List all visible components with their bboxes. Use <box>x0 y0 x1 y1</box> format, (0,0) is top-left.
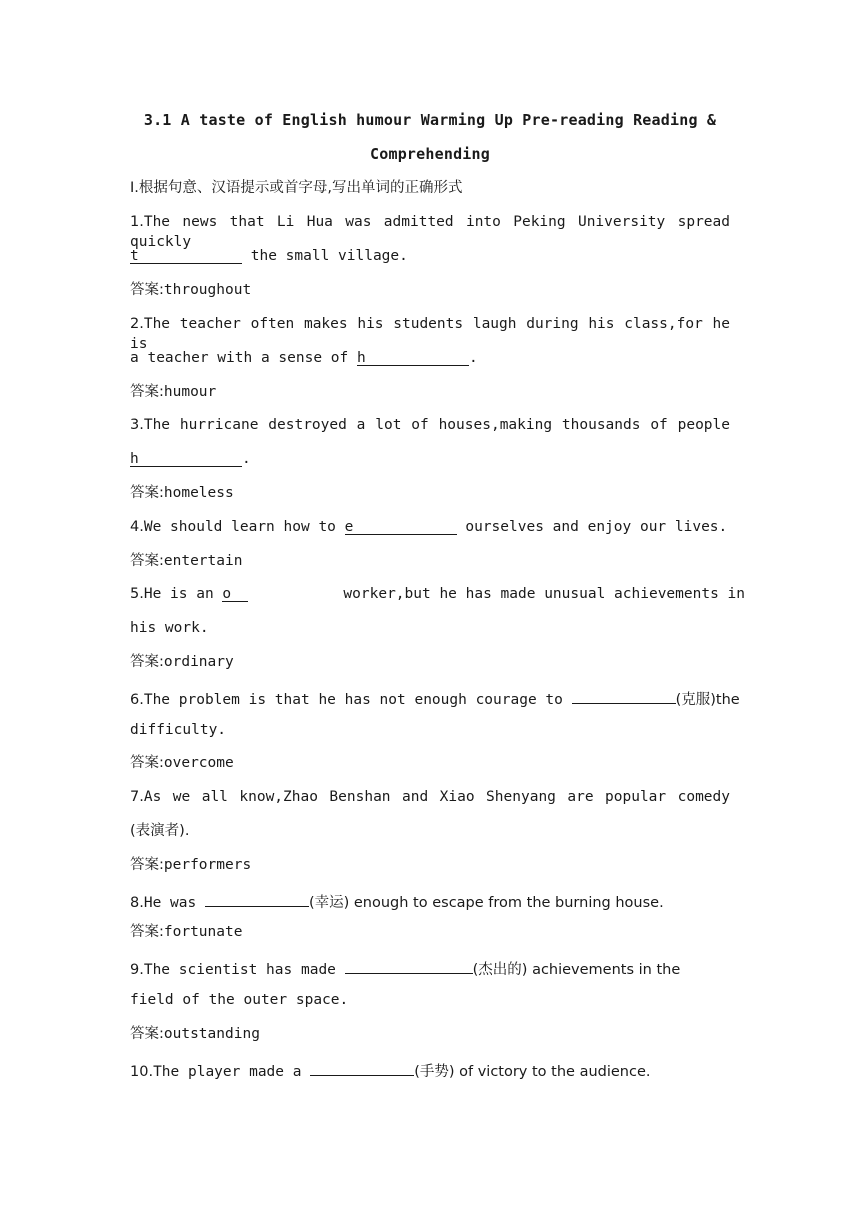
answer-blank[interactable]: o <box>222 584 248 602</box>
answer-blank[interactable] <box>205 889 309 907</box>
answer-blank[interactable]: t <box>130 246 242 264</box>
answer-7: 答案:performers <box>130 857 252 873</box>
answer-3: 答案:homeless <box>130 485 234 501</box>
answer-blank[interactable]: h <box>357 348 469 366</box>
answer-4: 答案:entertain <box>130 553 243 569</box>
answer-6: 答案:overcome <box>130 755 234 771</box>
question-3: 3.The hurricane destroyed a lot of houses,making thousands of people <box>130 417 730 433</box>
answer-blank[interactable] <box>572 686 676 704</box>
document-title-line-2: Comprehending <box>370 145 490 163</box>
answer-1: 答案:throughout <box>130 282 252 298</box>
document-title-line-1: 3.1 A taste of English humour Warming Up Pre-reading Reading & <box>143 111 717 129</box>
answer-9: 答案:outstanding <box>130 1026 260 1042</box>
answer-blank[interactable] <box>310 1058 414 1076</box>
answer-5: 答案:ordinary <box>130 654 234 670</box>
question-4: 4.We should learn how to e ourselves and enjoy our lives. <box>130 519 728 535</box>
answer-blank[interactable]: e <box>345 517 457 535</box>
question-5: 5.He is an o worker,but he has made unusual achievements in <box>130 586 745 602</box>
document-page: 3.1 A taste of English humour Warming Up Pre-reading Reading & Comprehending Ⅰ.根据句意、汉语提示或首字母,写出单词的正确形式 1.The news that Li Hua was admitted into Peking University spread quickly t the small village. 答案:throughout 2.The teacher often makes his students laugh during his class,for he is a teacher with a sense of h . 答案:humour 3.The hurricane destroyed a lot of houses,making thousands of people h . 答案:homeless 4.We should learn how to e ourselves and enjoy our lives. 答案:entertain 5.He is an o worker,but he has made unusual achievements in his work. 答案:ordinary 6.The problem is that he has not enough courage to (克服)the difficulty. 答案:overcome 7.As we all know,Zhao Benshan and Xiao Shenyang are popular comedy (表演者). 答案:performers 8.He was (幸运) enough to escape from the burning house. 答案:fortunate 9.The scientist has made (杰出的) achievements in the field of the outer space. 答案:outstanding 10.The player made a (手势) of victory to the audience. <box>130 111 745 1080</box>
question-7: 7.As we all know,Zhao Benshan and Xiao Shenyang are popular comedy <box>130 789 730 805</box>
answer-8: 答案:fortunate <box>130 924 243 940</box>
question-2: 2.The teacher often makes his students laugh during his class,for he is <box>130 316 730 352</box>
answer-blank[interactable] <box>345 956 473 974</box>
answer-blank[interactable]: h <box>130 449 242 467</box>
answer-2: 答案:humour <box>130 384 217 400</box>
section-heading: Ⅰ.根据句意、汉语提示或首字母,写出单词的正确形式 <box>130 180 463 196</box>
question-9: 9.The scientist has made (杰出的) achievements in the <box>130 956 730 980</box>
question-8: 8.He was (幸运) enough to escape from the burning house. <box>130 889 730 913</box>
question-1: 1.The news that Li Hua was admitted into Peking University spread quickly <box>130 214 730 250</box>
question-10: 10.The player made a (手势) of victory to the audience. <box>130 1058 730 1082</box>
question-6: 6.The problem is that he has not enough courage to (克服)the <box>130 686 730 710</box>
